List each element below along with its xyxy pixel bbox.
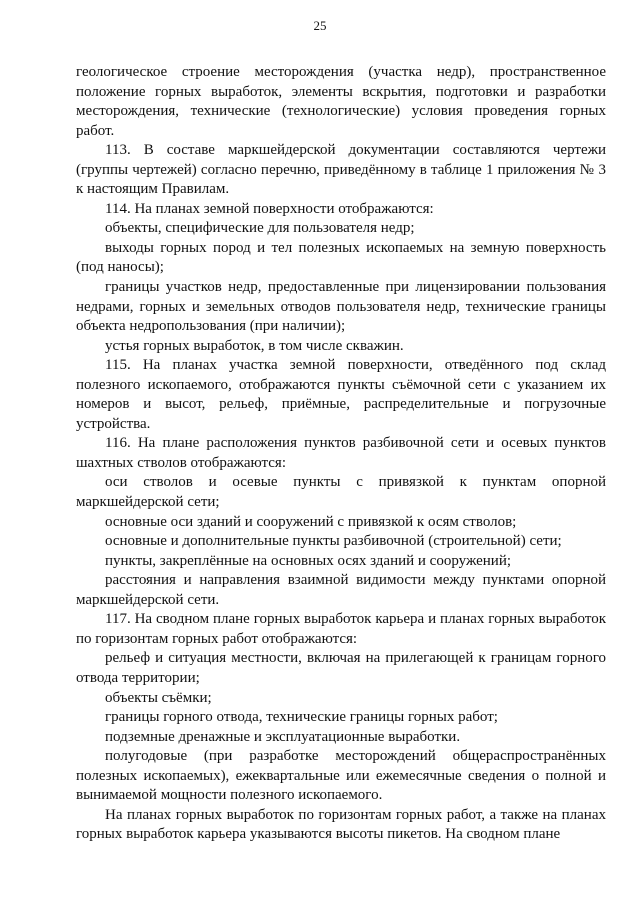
list-item: выходы горных пород и тел полезных ископаемых на земную поверхность (под наносы); — [76, 239, 606, 276]
list-item: границы горного отвода, технические границы горных работ; — [105, 709, 498, 726]
paragraph-115: 115. На планах участка земной поверхности, отведённого под склад полезного ископаемого, отображаются пункты съёмочной сети с указанием их номеров и высот, рельеф, приёмные, распределительные и погрузочные устройства. — [76, 357, 606, 432]
document-text — [76, 63, 606, 845]
list-item: основные оси зданий и сооружений с привязкой к осям стволов; — [105, 513, 517, 530]
list-item: расстояния и направления взаимной видимости между пунктами опорной маркшейдерской сети. — [76, 572, 606, 608]
list-item: оси стволов и осевые пункты с привязкой к пунктам опорной маркшейдерской сети; — [76, 474, 606, 511]
paragraph-114: 114. На планах земной поверхности отображаются: — [105, 200, 434, 217]
page-number: 25 — [313, 18, 327, 33]
list-item: устья горных выработок, в том числе скважин. — [105, 337, 404, 354]
paragraph-continuation: геологическое строение месторождения (участка недр), пространственное положение горных выработок, элементы вскрытия, подготовки и разработки месторождения, технические (технологические) условия проведения горных работ. — [76, 64, 606, 139]
paragraph-closing: На планах горных выработок по горизонтам горных работ, а также на планах горных выработок карьера указываются высоты пикетов. На сводном плане — [76, 806, 606, 843]
paragraph-113: 113. В составе маркшейдерской документации составляются чертежи (группы чертежей) согласно перечню, приведённому в таблице 1 приложения № 3 к настоящим Правилам. — [76, 142, 606, 198]
list-item: объекты съёмки; — [105, 689, 212, 706]
paragraph-116: 116. На плане расположения пунктов разбивочной сети и осевых пунктов шахтных стволов отображаются: — [76, 435, 606, 471]
list-item: объекты, специфические для пользователя недр; — [105, 220, 415, 237]
list-item: границы участков недр, предоставленные при лицензировании пользования недрами, горных и земельных отводов пользователя недр, технические границы объекта недропользования (при наличии); — [76, 279, 606, 335]
list-item: подземные дренажные и эксплуатационные выработки. — [105, 728, 461, 745]
list-item: рельеф и ситуация местности, включая на прилегающей к границам горного отвода территории; — [76, 650, 606, 686]
list-item: полугодовые (при разработке месторождений общераспространённых полезных ископаемых), ежеквартальные или ежемесячные сведения о полной и вынимаемой мощности полезного ископаемого. — [76, 748, 606, 804]
paragraph-117: 117. На сводном плане горных выработок карьера и планах горных выработок по горизонтам горных работ отображаются: — [76, 611, 606, 647]
list-item: пункты, закреплённые на основных осях зданий и сооружений; — [105, 552, 512, 569]
list-item: основные и дополнительные пункты разбивочной (строительной) сети; — [105, 533, 562, 550]
